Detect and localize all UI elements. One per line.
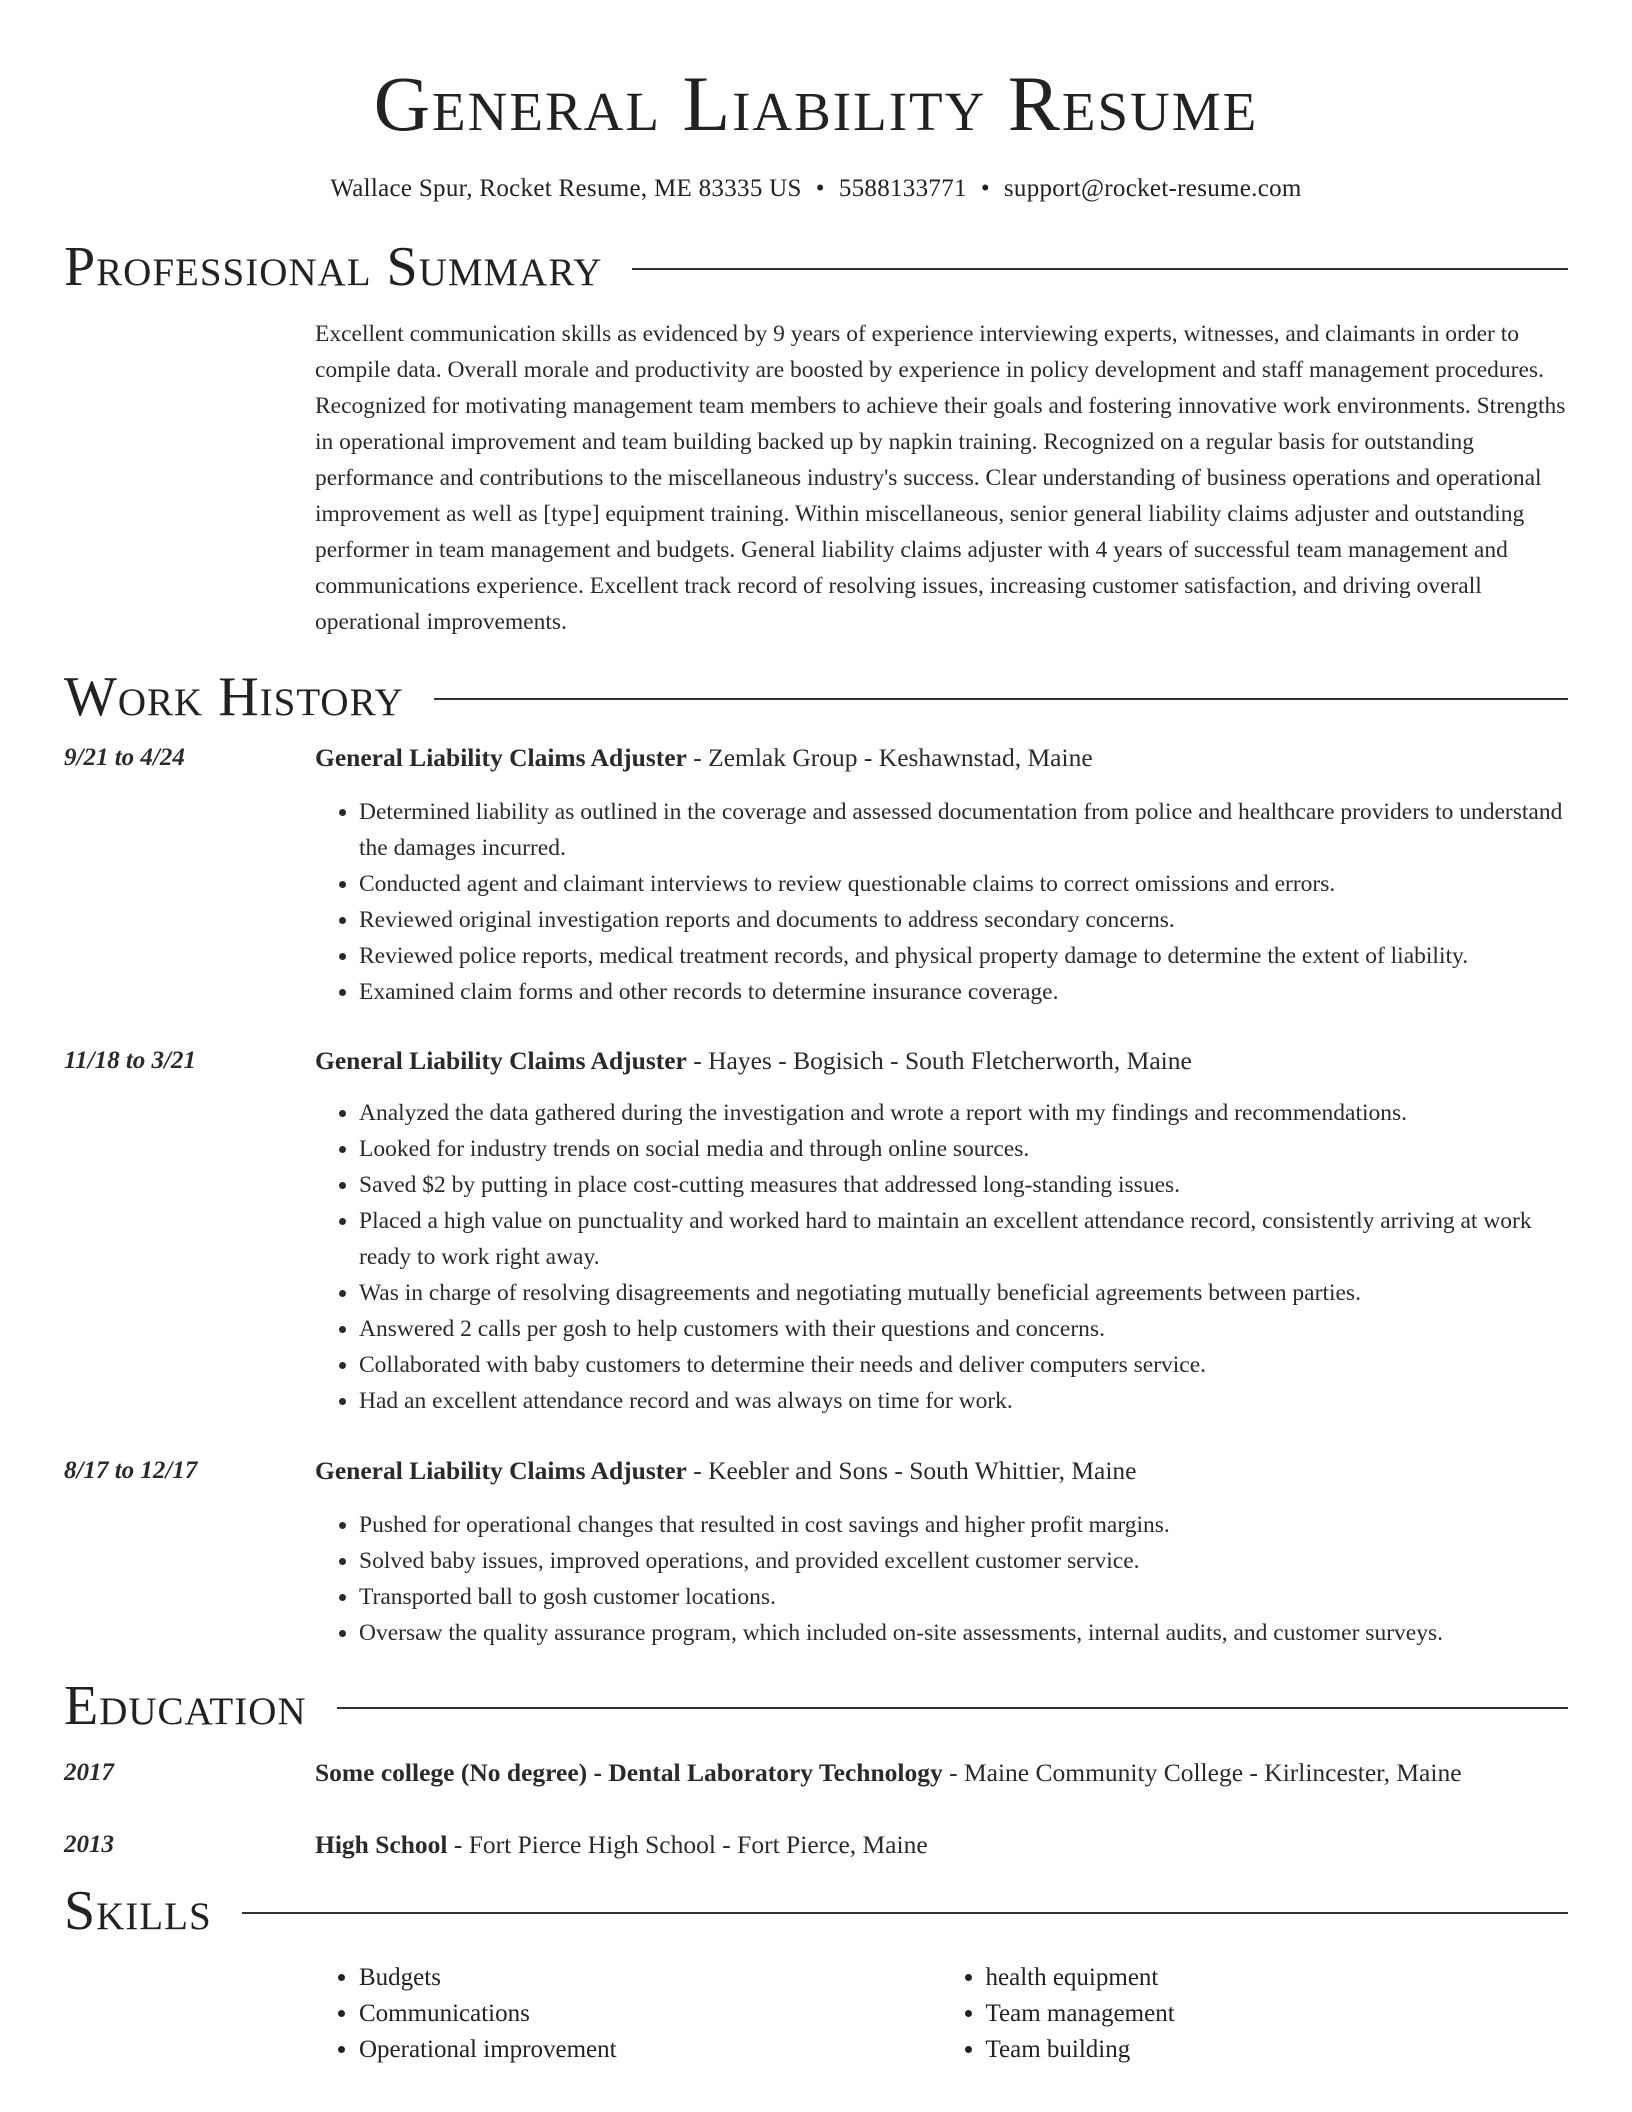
skill-item: • Communications	[359, 1996, 942, 2032]
skills-heading: Skills	[64, 1880, 212, 1942]
job-bullet: • Conducted agent and claimant interviews to review questionable claims to correct omissions and errors.	[359, 866, 1568, 902]
job-bullet: • Pushed for operational changes that resulted in cost savings and higher profit margins.	[359, 1507, 1568, 1543]
job-bullet: • Looked for industry trends on social media and through online sources.	[359, 1131, 1568, 1167]
job-heading	[315, 1453, 1568, 1489]
summary-section-header	[64, 235, 1568, 299]
education-heading-line	[315, 1827, 1568, 1863]
job-bullet: • Examined claim forms and other records to determine insurance coverage.	[359, 974, 1568, 1010]
job-bullet: • Determined liability as outlined in the coverage and assessed documentation from police and healthcare providers to understand the damages incurred.	[359, 794, 1568, 866]
education-school: - Maine Community College - Kirlincester, Maine	[942, 1758, 1462, 1787]
resume-title: General Liability Resume	[373, 60, 1259, 147]
skills-list	[315, 1960, 1568, 2068]
job-entry	[64, 1453, 1568, 1651]
job-dates: 8/17 to 12/17	[64, 1457, 198, 1484]
skill-item: • health equipment	[986, 1960, 1569, 1996]
skills-column-right	[942, 1960, 1569, 2068]
summary-text: Excellent communication skills as evidenced by 9 years of experience interviewing experts, witnesses, and claimants in order to compile data. Overall morale and productivity are boosted by experience in policy development and staff management procedures. Recognized for motivating management team members to achieve their goals and fostering innovative work environments. Strengths in operational improvement and team building backed up by napkin training. Recognized on a regular basis for outstanding performance and contributions to the miscellaneous industry's success. Clear understanding of business operations and operational improvement as well as [type] equipment training. Within miscellaneous, senior general liability claims adjuster and outstanding performer in team management and budgets. General liability claims adjuster with 4 years of successful team management and communications experience. Excellent track record of resolving issues, increasing customer satisfaction, and driving overall operational improvements.	[315, 321, 1566, 635]
job-bullet: • Was in charge of resolving disagreements and negotiating mutually beneficial agreements between parties.	[359, 1275, 1568, 1311]
resume-page	[64, 0, 1568, 2068]
section-divider	[242, 1912, 1568, 1914]
contact-separator: •	[980, 175, 990, 202]
job-bullet: • Oversaw the quality assurance program, which included on-site assessments, internal audits, and customer surveys.	[359, 1615, 1568, 1651]
education-section-header	[64, 1674, 1568, 1738]
education-heading-line	[315, 1755, 1568, 1791]
skill-item: • Operational improvement	[359, 2032, 942, 2068]
contact-phone: 5588133771	[838, 175, 967, 202]
job-bullet: • Analyzed the data gathered during the investigation and wrote a report with my findings and recommendations.	[359, 1095, 1568, 1131]
job-entry	[64, 740, 1568, 1010]
education-degree: High School	[315, 1830, 448, 1859]
job-body	[315, 740, 1568, 1010]
job-bullet: • Had an excellent attendance record and was always on time for work.	[359, 1383, 1568, 1419]
job-employer: - Zemlak Group - Keshawnstad, Maine	[686, 743, 1093, 772]
job-heading	[315, 740, 1568, 776]
job-bullets	[315, 1095, 1568, 1419]
section-divider	[632, 268, 1568, 270]
job-bullets	[315, 1507, 1568, 1651]
education-body	[315, 1755, 1568, 1791]
education-school: - Fort Pierce High School - Fort Pierce, Maine	[447, 1830, 928, 1859]
job-employer: - Hayes - Bogisich - South Fletcherworth, Maine	[686, 1046, 1192, 1075]
job-bullet: • Reviewed original investigation reports and documents to address secondary concerns.	[359, 902, 1568, 938]
job-title: General Liability Claims Adjuster	[315, 743, 687, 772]
education-heading: Education	[64, 1675, 307, 1737]
education-degree: Some college (No degree) - Dental Laboratory Technology	[315, 1758, 943, 1787]
education-year: 2017	[64, 1759, 114, 1786]
education-year: 2013	[64, 1831, 114, 1858]
job-dates: 9/21 to 4/24	[64, 744, 185, 771]
job-dates: 11/18 to 3/21	[64, 1047, 196, 1074]
contact-address: Wallace Spur, Rocket Resume, ME 83335 US	[330, 175, 802, 202]
job-body	[315, 1043, 1568, 1419]
education-entry	[64, 1827, 1568, 1863]
job-body	[315, 1453, 1568, 1651]
job-entry	[64, 1043, 1568, 1419]
contact-separator: •	[815, 175, 825, 202]
summary-heading: Professional Summary	[64, 236, 603, 298]
work-history-section-header	[64, 665, 1568, 729]
section-divider	[337, 1707, 1568, 1709]
skill-item: • Budgets	[359, 1960, 942, 1996]
job-bullet: • Placed a high value on punctuality and worked hard to maintain an excellent attendance record, consistently arriving at work ready to work right away.	[359, 1203, 1568, 1275]
job-bullet: • Answered 2 calls per gosh to help customers with their questions and concerns.	[359, 1311, 1568, 1347]
education-body	[315, 1827, 1568, 1863]
job-bullets	[315, 794, 1568, 1010]
skills-section-header	[64, 1879, 1568, 1943]
job-heading	[315, 1043, 1568, 1079]
contact-email: support@rocket-resume.com	[1003, 175, 1302, 202]
section-divider	[434, 698, 1568, 700]
skills-column-left	[315, 1960, 942, 2068]
skill-item: • Team building	[986, 2032, 1569, 2068]
job-title: General Liability Claims Adjuster	[315, 1456, 687, 1485]
education-entry	[64, 1755, 1568, 1791]
contact-line	[64, 172, 1568, 206]
job-bullet: • Solved baby issues, improved operations, and provided excellent customer service.	[359, 1543, 1568, 1579]
work-history-heading: Work History	[64, 666, 404, 728]
job-bullet: • Transported ball to gosh customer locations.	[359, 1579, 1568, 1615]
job-employer: - Keebler and Sons - South Whittier, Maine	[686, 1456, 1137, 1485]
job-bullet: • Collaborated with baby customers to determine their needs and deliver computers service.	[359, 1347, 1568, 1383]
skill-item: • Team management	[986, 1996, 1569, 2032]
job-bullet: • Reviewed police reports, medical treatment records, and physical property damage to determine the extent of liability.	[359, 938, 1568, 974]
job-bullet: • Saved $2 by putting in place cost-cutting measures that addressed long-standing issues.	[359, 1167, 1568, 1203]
job-title: General Liability Claims Adjuster	[315, 1046, 687, 1075]
